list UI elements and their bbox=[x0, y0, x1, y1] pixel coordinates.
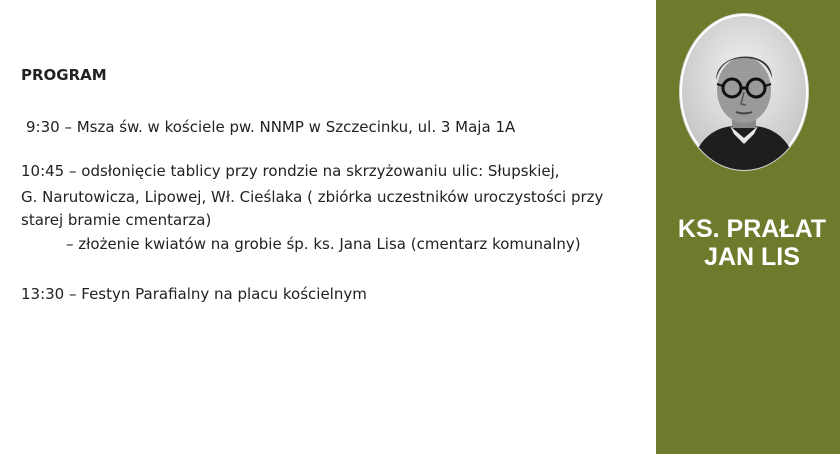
portrait-image bbox=[680, 14, 808, 170]
program-item-2-line-3: starej bramie cmentarza) bbox=[21, 211, 212, 229]
sidebar-title-line-2: JAN LIS bbox=[704, 243, 800, 271]
program-item-2-line-2: G. Narutowicza, Lipowej, Wł. Cieślaka ( zbiórka uczestników uroczystości przy bbox=[21, 188, 604, 206]
program-item-2-line-1: 10:45 – odsłonięcie tablicy przy rondzie na skrzyżowaniu ulic: Słupskiej, bbox=[21, 162, 560, 180]
program-item-3: 13:30 – Festyn Parafialny na placu kościelnym bbox=[21, 285, 367, 303]
sidebar-title bbox=[664, 215, 840, 271]
sidebar-title-line-1: KS. PRAŁAT bbox=[677, 215, 827, 243]
program-item-2-sub: – złożenie kwiatów na grobie śp. ks. Jana Lisa (cmentarz komunalny) bbox=[66, 235, 581, 253]
program-item-1: 9:30 – Msza św. w kościele pw. NNMP w Szczecinku, ul. 3 Maja 1A bbox=[26, 118, 516, 136]
priest-portrait bbox=[680, 14, 808, 170]
program-heading: PROGRAM bbox=[21, 66, 107, 84]
